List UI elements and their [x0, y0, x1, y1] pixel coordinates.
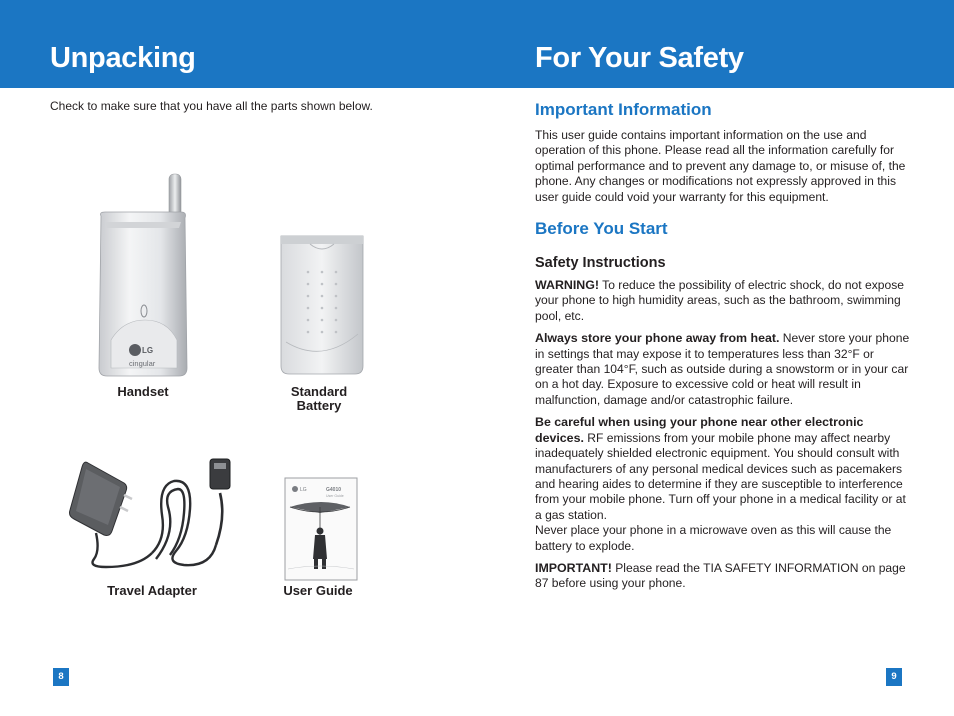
handset-carrier-label: cingular [129, 359, 156, 368]
important-lead: IMPORTANT! [535, 560, 612, 575]
important-information-heading: Important Information [535, 100, 712, 119]
page-number-right: 9 [886, 668, 902, 686]
handset-brand-label: LG [142, 346, 154, 355]
travel-adapter-label: Travel Adapter [107, 583, 197, 598]
guide-brand-label: LG [300, 487, 307, 493]
warning-body: To reduce the possibility of electric shock, do not expose your phone to high humidity areas, such as the bathroom, swimming pool, etc. [535, 278, 904, 323]
battery-label-line2: Battery [296, 398, 342, 413]
warning-paragraph [535, 278, 910, 324]
heat-body: Never store your phone in settings that may expose it to temperatures less than 32°F or greater than 104°F, such as outside during a snowstorm or in your car on a hot day. Exposure to excessive cold or heat will result in malfunction, damage and/or catastrophic failure. [535, 331, 910, 407]
electronic-lead: Be careful when using your phone near other electronic devices. [535, 415, 864, 445]
electronic-body: RF emissions from your mobile phone may affect nearby inadequately shielded electronic equipment. You should consult with manufacturers of any personal medical devices such as pacemakers and hearing aides to determine if they are susceptible to interference from your mobile phone. Turn off your phone in a medical facility or at a gas station. [535, 430, 906, 522]
flip-phone-icon [93, 172, 193, 378]
unpacking-intro: Check to make sure that you have all the parts shown below. [50, 99, 373, 113]
travel-adapter-icon [66, 455, 246, 581]
battery-icon [278, 234, 366, 376]
electronic-devices-paragraph [535, 415, 910, 523]
page-number-left: 8 [53, 668, 69, 686]
safety-column [535, 100, 910, 592]
before-you-start-heading: Before You Start [535, 219, 668, 239]
page-title-safety: For Your Safety [535, 42, 744, 74]
heat-paragraph [535, 331, 910, 408]
guide-subtitle-label: User Guide [326, 494, 344, 498]
warning-lead: WARNING! [535, 278, 600, 293]
heat-lead: Always store your phone away from heat. [535, 331, 780, 346]
important-information-body: This user guide contains important information on the use and operation of this phone. Please read all the information carefully for optimal performance and to prevent any damage to, or misuse of, the phone. Any changes or modifications not expressly approved in this user guide could void your warranty for this equipment. [535, 128, 906, 204]
battery-label [272, 385, 366, 413]
user-guide-label: User Guide [283, 583, 353, 598]
microwave-paragraph: Never place your phone in a microwave oven as this will cause the battery to explode. [535, 523, 892, 553]
important-tail: Please read the TIA SAFETY INFORMATION on page 87 before using your phone. [535, 560, 906, 591]
user-guide-booklet-icon [284, 477, 358, 581]
battery-label-line1: Standard [290, 384, 348, 399]
handset-label: Handset [117, 384, 169, 399]
page-title-unpacking: Unpacking [50, 42, 196, 74]
safety-instructions-heading: Safety Instructions [535, 255, 666, 272]
important-paragraph [535, 561, 910, 592]
guide-model-label: G4010 [326, 487, 342, 493]
